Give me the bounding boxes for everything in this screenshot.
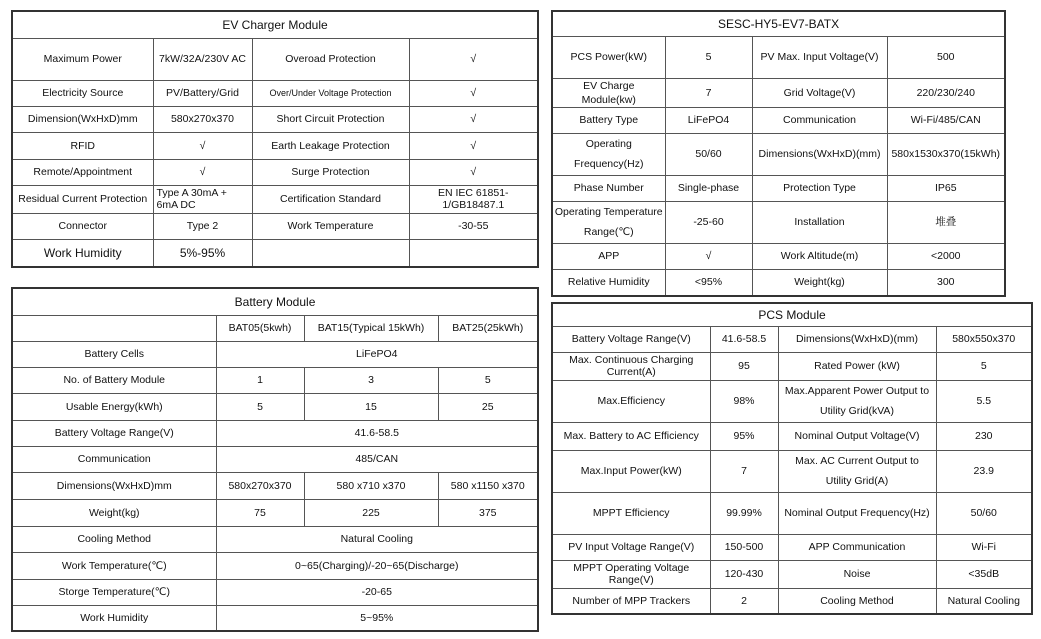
sesc-value: 580x1530x370(15kWh) xyxy=(887,133,1005,175)
sesc-label: Communication xyxy=(752,107,887,133)
ev-label: Surge Protection xyxy=(252,159,409,185)
pcs-value: 580x550x370 xyxy=(936,326,1032,352)
battery-value: 5~95% xyxy=(216,605,538,631)
pcs-value: Natural Cooling xyxy=(936,588,1032,614)
ev-label: RFID xyxy=(12,132,153,159)
sesc-label: Operating Temperature Range(℃) xyxy=(552,201,665,243)
ev-value: -30-55 xyxy=(409,213,538,239)
pcs-label: Noise xyxy=(778,560,936,588)
battery-value: 225 xyxy=(304,499,438,526)
ev-value: EN IEC 61851-1/GB18487.1 xyxy=(409,185,538,213)
ev-empty-cell xyxy=(409,239,538,267)
ev-empty-cell xyxy=(252,239,409,267)
pcs-value: 99.99% xyxy=(710,492,778,534)
battery-label: Communication xyxy=(12,446,216,472)
pcs-value: 23.9 xyxy=(936,450,1032,492)
pcs-value: 95 xyxy=(710,352,778,380)
battery-value: 5 xyxy=(216,393,304,420)
sesc-table xyxy=(551,10,1006,297)
battery-value: 1 xyxy=(216,367,304,393)
battery-value: 375 xyxy=(438,499,538,526)
ev-label: Work Humidity xyxy=(12,239,153,267)
battery-header: BAT05(5kwh) xyxy=(216,315,304,341)
pcs-label: Max.Input Power(kW) xyxy=(552,450,710,492)
ev-label: Electricity Source xyxy=(12,80,153,106)
battery-label: Work Temperature(℃) xyxy=(12,552,216,579)
battery-value: 580 x710 x370 xyxy=(304,472,438,499)
ev-value: Type 2 xyxy=(153,213,252,239)
sesc-label: Grid Voltage(V) xyxy=(752,78,887,107)
sesc-value: 220/230/240 xyxy=(887,78,1005,107)
ev-label: Maximum Power xyxy=(12,38,153,80)
pcs-value: 150-500 xyxy=(710,534,778,560)
ev-value: √ xyxy=(153,159,252,185)
pcs-label: Nominal Output Frequency(Hz) xyxy=(778,492,936,534)
ev-label: Certification Standard xyxy=(252,185,409,213)
battery-label: Storge Temperature(℃) xyxy=(12,579,216,605)
sesc-label: Battery Type xyxy=(552,107,665,133)
sesc-value: 300 xyxy=(887,269,1005,296)
battery-label: Battery Voltage Range(V) xyxy=(12,420,216,446)
ev-value: PV/Battery/Grid xyxy=(153,80,252,106)
pcs-value: 230 xyxy=(936,422,1032,450)
pcs-label: MPPT Efficiency xyxy=(552,492,710,534)
sesc-label: APP xyxy=(552,243,665,269)
pcs-value: 2 xyxy=(710,588,778,614)
sesc-value: LiFePO4 xyxy=(665,107,752,133)
battery-value: -20-65 xyxy=(216,579,538,605)
sesc-label: PCS Power(kW) xyxy=(552,36,665,78)
sesc-label: PV Max. Input Voltage(V) xyxy=(752,36,887,78)
pcs-value: 120-430 xyxy=(710,560,778,588)
ev-value: 7kW/32A/230V AC xyxy=(153,38,252,80)
sesc-label: Work Altitude(m) xyxy=(752,243,887,269)
pcs-label: Max. Continuous Charging Current(A) xyxy=(552,352,710,380)
sesc-value: IP65 xyxy=(887,175,1005,201)
sesc-label: Relative Humidity xyxy=(552,269,665,296)
sesc-label: Dimensions(WxHxD)(mm) xyxy=(752,133,887,175)
battery-label: No. of Battery Module xyxy=(12,367,216,393)
ev-value: √ xyxy=(409,106,538,132)
pcs-label: PV Input Voltage Range(V) xyxy=(552,534,710,560)
sesc-value: -25-60 xyxy=(665,201,752,243)
ev-value: 580x270x370 xyxy=(153,106,252,132)
ev-label: Work Temperature xyxy=(252,213,409,239)
ev-title: EV Charger Module xyxy=(12,11,538,38)
ev-value: √ xyxy=(153,132,252,159)
ev-label: Over/Under Voltage Protection xyxy=(252,80,409,106)
pcs-label: APP Communication xyxy=(778,534,936,560)
sesc-value: <95% xyxy=(665,269,752,296)
pcs-label: Max.Apparent Power Output to Utility Grid(kVA) xyxy=(778,380,936,422)
pcs-label: Battery Voltage Range(V) xyxy=(552,326,710,352)
ev-label: Remote/Appointment xyxy=(12,159,153,185)
pcs-value: 50/60 xyxy=(936,492,1032,534)
pcs-value: 41.6-58.5 xyxy=(710,326,778,352)
battery-label: Weight(kg) xyxy=(12,499,216,526)
pcs-label: Number of MPP Trackers xyxy=(552,588,710,614)
pcs-label: Max. Battery to AC Efficiency xyxy=(552,422,710,450)
battery-value: 75 xyxy=(216,499,304,526)
pcs-value: 5 xyxy=(936,352,1032,380)
sesc-label: Installation xyxy=(752,201,887,243)
pcs-table xyxy=(551,302,1033,615)
pcs-label: Cooling Method xyxy=(778,588,936,614)
sesc-label: Weight(kg) xyxy=(752,269,887,296)
ev-label: Short Circuit Protection xyxy=(252,106,409,132)
battery-label: Battery Cells xyxy=(12,341,216,367)
pcs-value: 7 xyxy=(710,450,778,492)
sesc-value: <2000 xyxy=(887,243,1005,269)
ev-label: Overoad Protection xyxy=(252,38,409,80)
ev-value: √ xyxy=(409,80,538,106)
battery-label: Work Humidity xyxy=(12,605,216,631)
sesc-value: 500 xyxy=(887,36,1005,78)
pcs-label: Rated Power (kW) xyxy=(778,352,936,380)
pcs-label: Nominal Output Voltage(V) xyxy=(778,422,936,450)
battery-value: Natural Cooling xyxy=(216,526,538,552)
ev-charger-table xyxy=(11,10,539,268)
battery-value: LiFePO4 xyxy=(216,341,538,367)
battery-label: Dimensions(WxHxD)mm xyxy=(12,472,216,499)
pcs-label: MPPT Operating Voltage Range(V) xyxy=(552,560,710,588)
ev-value: √ xyxy=(409,159,538,185)
battery-value: 15 xyxy=(304,393,438,420)
ev-value: 5%-95% xyxy=(153,239,252,267)
sesc-title: SESC-HY5-EV7-BATX xyxy=(552,11,1005,36)
pcs-value: 95% xyxy=(710,422,778,450)
ev-label: Residual Current Protection xyxy=(12,185,153,213)
ev-value: √ xyxy=(409,132,538,159)
ev-value: Type A 30mA + 6mA DC xyxy=(153,185,252,213)
pcs-value: Wi-Fi xyxy=(936,534,1032,560)
pcs-value: <35dB xyxy=(936,560,1032,588)
sesc-label: Protection Type xyxy=(752,175,887,201)
battery-value: 41.6-58.5 xyxy=(216,420,538,446)
sesc-value: √ xyxy=(665,243,752,269)
ev-value: √ xyxy=(409,38,538,80)
ev-label: Earth Leakage Protection xyxy=(252,132,409,159)
sesc-value: Single-phase xyxy=(665,175,752,201)
ev-label: Connector xyxy=(12,213,153,239)
pcs-label: Max.Efficiency xyxy=(552,380,710,422)
pcs-title: PCS Module xyxy=(552,303,1032,326)
battery-value: 580x270x370 xyxy=(216,472,304,499)
pcs-label: Max. AC Current Output to Utility Grid(A) xyxy=(778,450,936,492)
sesc-label: EV Charge Module(kw) xyxy=(552,78,665,107)
sesc-value: 50/60 xyxy=(665,133,752,175)
pcs-value: 98% xyxy=(710,380,778,422)
ev-label: Dimension(WxHxD)mm xyxy=(12,106,153,132)
pcs-label: Dimensions(WxHxD)(mm) xyxy=(778,326,936,352)
battery-value: 25 xyxy=(438,393,538,420)
battery-value: 3 xyxy=(304,367,438,393)
pcs-value: 5.5 xyxy=(936,380,1032,422)
battery-label: Usable Energy(kWh) xyxy=(12,393,216,420)
sesc-value: 7 xyxy=(665,78,752,107)
battery-table xyxy=(11,287,539,632)
battery-value: 5 xyxy=(438,367,538,393)
battery-value: 0~65(Charging)/-20~65(Discharge) xyxy=(216,552,538,579)
battery-header: BAT15(Typical 15kWh) xyxy=(304,315,438,341)
battery-title: Battery Module xyxy=(12,288,538,315)
battery-value: 485/CAN xyxy=(216,446,538,472)
sesc-value: Wi-Fi/485/CAN xyxy=(887,107,1005,133)
sesc-value: 堆叠 xyxy=(887,201,1005,243)
sesc-value: 5 xyxy=(665,36,752,78)
battery-header: BAT25(25kWh) xyxy=(438,315,538,341)
sesc-label: Operating Frequency(Hz) xyxy=(552,133,665,175)
battery-label: Cooling Method xyxy=(12,526,216,552)
battery-header-empty xyxy=(12,315,216,341)
sesc-label: Phase Number xyxy=(552,175,665,201)
battery-value: 580 x1150 x370 xyxy=(438,472,538,499)
